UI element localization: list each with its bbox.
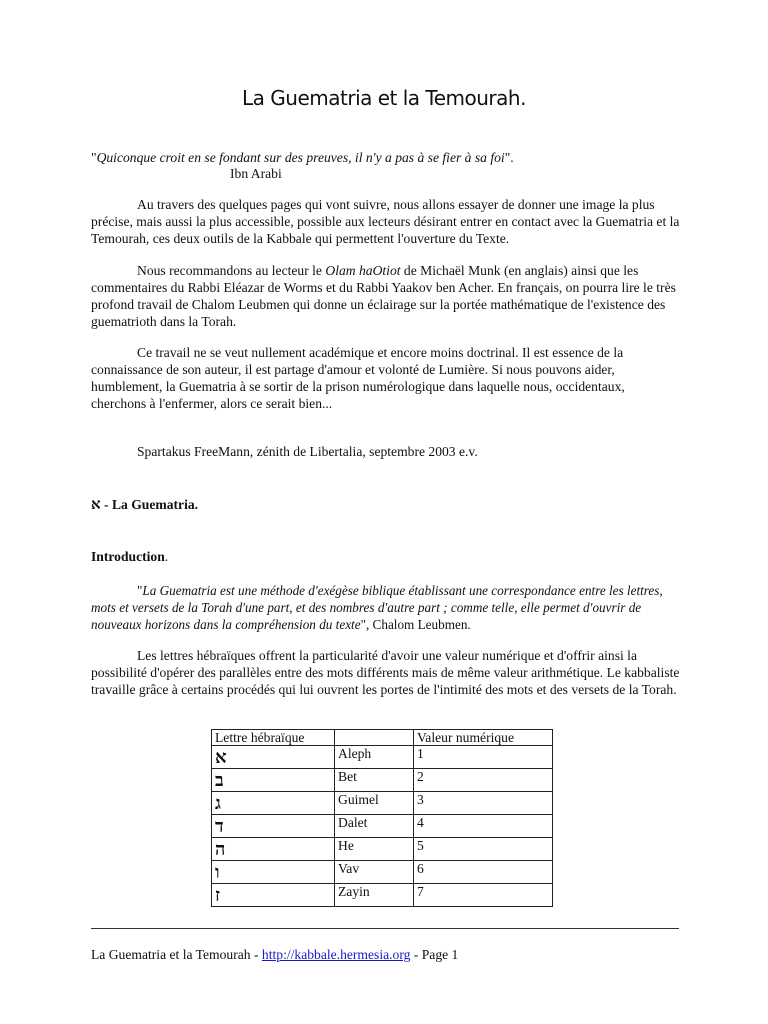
header-name	[335, 730, 414, 746]
value-cell: 4	[414, 815, 553, 838]
letter-cell: ג	[212, 792, 335, 815]
table-header-row	[212, 730, 553, 746]
table-row	[212, 838, 553, 861]
value-cell: 1	[414, 746, 553, 769]
letter-cell: ז	[212, 884, 335, 907]
value-cell: 5	[414, 838, 553, 861]
aleph-glyph: א	[91, 497, 101, 513]
epigraph-text: Quiconque croit en se fondant sur des preuves, il n'y a pas à se fier à sa foi	[96, 150, 505, 165]
table-row	[212, 769, 553, 792]
signature: Spartakus FreeMann, zénith de Libertalia, septembre 2003 e.v.	[137, 444, 478, 459]
value-cell: 3	[414, 792, 553, 815]
paragraph-recommendations	[91, 262, 681, 330]
header-letter: Lettre hébraïque	[212, 730, 335, 746]
value-cell: 7	[414, 884, 553, 907]
page-footer	[91, 947, 458, 963]
table-row	[212, 861, 553, 884]
section-heading-text: - La Guematria.	[100, 497, 199, 512]
epigraph	[91, 150, 514, 166]
definition-open-quote: "	[137, 583, 143, 598]
name-cell: Bet	[335, 769, 414, 792]
letter-cell: ו	[212, 861, 335, 884]
footer-page-number: - Page 1	[410, 947, 459, 962]
paragraph-intro: Au travers des quelques pages qui vont suivre, nous allons essayer de donner une image la plus précise, mais aussi la plus accessible, possible aux lecteurs désirant entrer en contact avec la Guematria et la Temourah, ces deux outils de la Kabbale qui permettent l'ouverture du Texte.	[91, 197, 680, 246]
table-row	[212, 884, 553, 907]
p2-before: Nous recommandons au lecteur le	[137, 263, 326, 278]
paragraph-letters: Les lettres hébraïques offrent la particularité d'avoir une valeur numérique et d'offrir ainsi la possibilité d'opérer des parallèles entre des mots différents mais de même valeur arithmétique. Le kabbaliste travaille grâce à certains procédés qui lui ouvrent les portes de l'intimité des mots et des versets de la Torah.	[91, 648, 680, 697]
value-cell: 6	[414, 861, 553, 884]
definition-attribution: ", Chalom Leubmen.	[360, 617, 471, 632]
name-cell: Zayin	[335, 884, 414, 907]
header-value: Valeur numérique	[414, 730, 553, 746]
intro-period: .	[164, 549, 169, 564]
table-row	[212, 792, 553, 815]
epigraph-open-quote: "	[91, 150, 97, 165]
letters-table	[211, 729, 553, 907]
intro-heading	[91, 549, 168, 565]
letter-cell: ב	[212, 769, 335, 792]
definition-text: La Guematria est une méthode d'exégèse biblique établissant une correspondance entre les lettres, mots et versets de la Torah d'une part, et des nombres d'autre part ; comme telle, elle permet d'ouvrir de nouveaux horizons dans la compréhension du texte	[91, 583, 663, 632]
value-cell: 2	[414, 769, 553, 792]
epigraph-close-quote: ".	[504, 150, 514, 165]
p2-book-title: Olam haOtiot	[325, 263, 401, 278]
paragraph-purpose: Ce travail ne se veut nullement académique et encore moins doctrinal. Il est essence de la connaissance de son auteur, il est partage d'amour et volonté de Lumière. Si nous pouvons aider, humblement, la Guematria à se sortir de la prison numérologique dans laquelle nous, occidentaux, cherchons à l'enfermer, alors ce serait bien...	[91, 345, 625, 411]
table-row	[212, 815, 553, 838]
footer-divider	[91, 928, 679, 929]
table-row	[212, 746, 553, 769]
section-heading	[91, 497, 198, 514]
name-cell: Dalet	[335, 815, 414, 838]
letter-cell: ד	[212, 815, 335, 838]
footer-title: La Guematria et la Temourah -	[91, 947, 262, 962]
intro-heading-text: Introduction	[91, 549, 165, 564]
epigraph-author: Ibn Arabi	[230, 166, 282, 181]
letter-cell: א	[212, 746, 335, 769]
paragraph-definition	[91, 582, 681, 633]
name-cell: Guimel	[335, 792, 414, 815]
footer-link[interactable]: http://kabbale.hermesia.org	[261, 947, 411, 962]
letter-cell: ה	[212, 838, 335, 861]
name-cell: He	[335, 838, 414, 861]
p2-after: de Michaël Munk (en anglais) ainsi que les commentaires du Rabbi Eléazar de Worms et du Rabbi Yaakov ben Acher. En français, on pourra lire le très profond travail de Chalom Leubmen qui donne un éclairage sur la portée mathématique de l'existence des guematrioth dans la Torah.	[91, 263, 676, 329]
name-cell: Aleph	[335, 746, 414, 769]
page-title: La Guematria et la Temourah.	[242, 86, 526, 110]
name-cell: Vav	[335, 861, 414, 884]
